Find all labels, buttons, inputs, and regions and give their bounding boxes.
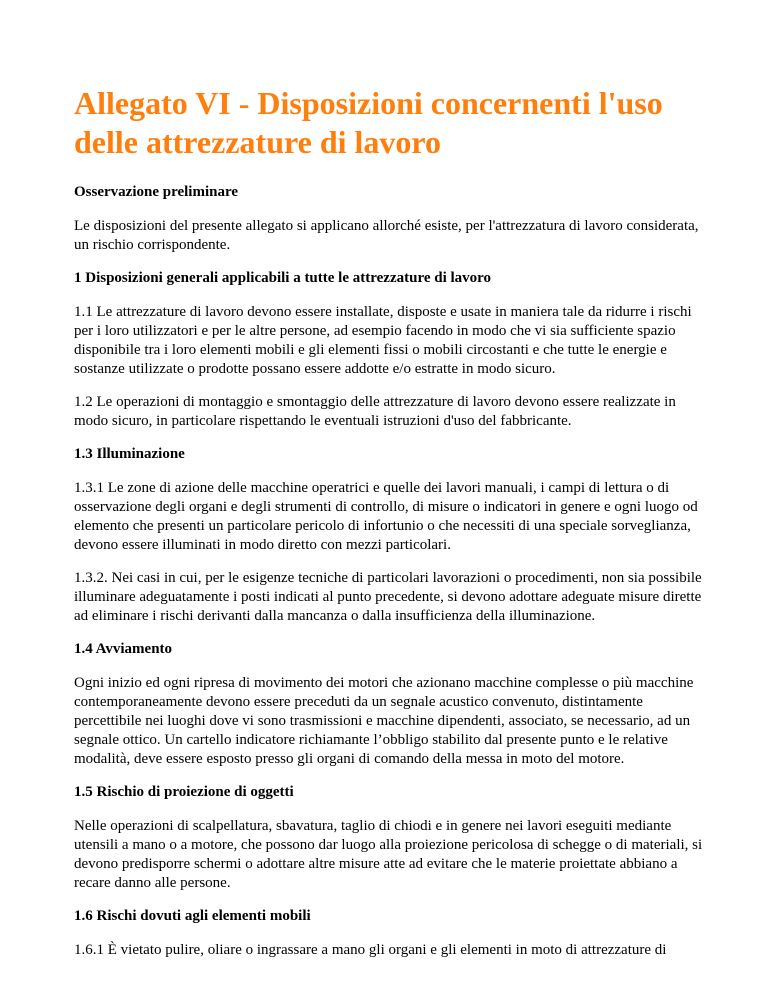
- paragraph-1-3-2: 1.3.2. Nei casi in cui, per le esigenze tecniche di particolari lavorazioni o procedimenti, non sia possibile illuminare adeguatamente i posti indicati al punto precedente, si devono adottare adeguate misure dirette ad eliminare i rischi derivanti dalla mancanza o dalla insufficienza della illuminazione.: [74, 570, 702, 624]
- paragraph-preliminary-observation: Le disposizioni del presente allegato si applicano allorché esiste, per l'attrezzatura di lavoro considerata, un rischio corrispondente.: [74, 218, 699, 253]
- heading-section-1-3: 1.3 Illuminazione: [74, 446, 185, 462]
- document-title: Allegato VI - Disposizioni concernenti l'uso delle attrezzature di lavoro: [74, 85, 663, 160]
- paragraph-1-3-1: 1.3.1 Le zone di azione delle macchine operatrici e quelle dei lavori manuali, i campi di lettura o di osservazione degli organi e degli strumenti di controllo, di misure o indicatori in genere e ogni luogo od elemento che presenti un particolare pericolo di infortunio o che necessiti di una speciale sorveglianza, devono essere illuminati in modo diretto con mezzi particolari.: [74, 480, 698, 553]
- heading-section-1-4: 1.4 Avviamento: [74, 641, 173, 657]
- paragraph-1-1: 1.1 Le attrezzature di lavoro devono essere installate, disposte e usate in maniera tale da ridurre i rischi per i loro utilizzatori e per le altre persone, ad esempio facendo in modo che vi sia sufficiente spazio disponibile tra i loro elementi mobili e gli elementi fissi o mobili circostanti e che tutte le energie e sostanze utilizzate o prodotte possano essere addotte e/o estratte in modo sicuro.: [74, 304, 692, 377]
- document-page: [74, 84, 704, 974]
- heading-section-1: 1 Disposizioni generali applicabili a tutte le attrezzature di lavoro: [74, 270, 492, 286]
- heading-section-1-5: 1.5 Rischio di proiezione di oggetti: [74, 784, 294, 800]
- heading-section-1-6: 1.6 Rischi dovuti agli elementi mobili: [74, 908, 311, 924]
- paragraph-1-5: Nelle operazioni di scalpellatura, sbavatura, taglio di chiodi e in genere nei lavori eseguiti mediante utensili a mano o a motore, che possono dar luogo alla proiezione pericolosa di schegge o di materiali, si devono predisporre schermi o adottare altre misure atte ad evitare che le materie proiettate abbiano a recare danno alle persone.: [74, 818, 703, 891]
- paragraph-1-6-1: 1.6.1 È vietato pulire, oliare o ingrassare a mano gli organi e gli elementi in moto di attrezzature di: [74, 942, 667, 958]
- paragraph-1-2: 1.2 Le operazioni di montaggio e smontaggio delle attrezzature di lavoro devono essere realizzate in modo sicuro, in particolare rispettando le eventuali istruzioni d'uso del fabbricante.: [74, 394, 676, 429]
- paragraph-1-4: Ogni inizio ed ogni ripresa di movimento dei motori che azionano macchine complesse o più macchine contemporaneamente devono essere preceduti da un segnale acustico convenuto, distintamente percettibile nei luoghi dove vi sono trasmissioni e macchine dipendenti, associato, se necessario, ad un segnale ottico. Un cartello indicatore richiamante l’obbligo stabilito dal presente punto e le relative modalità, deve essere esposto presso gli organi di comando della messa in moto del motore.: [74, 675, 694, 767]
- heading-preliminary-observation: Osservazione preliminare: [74, 184, 239, 200]
